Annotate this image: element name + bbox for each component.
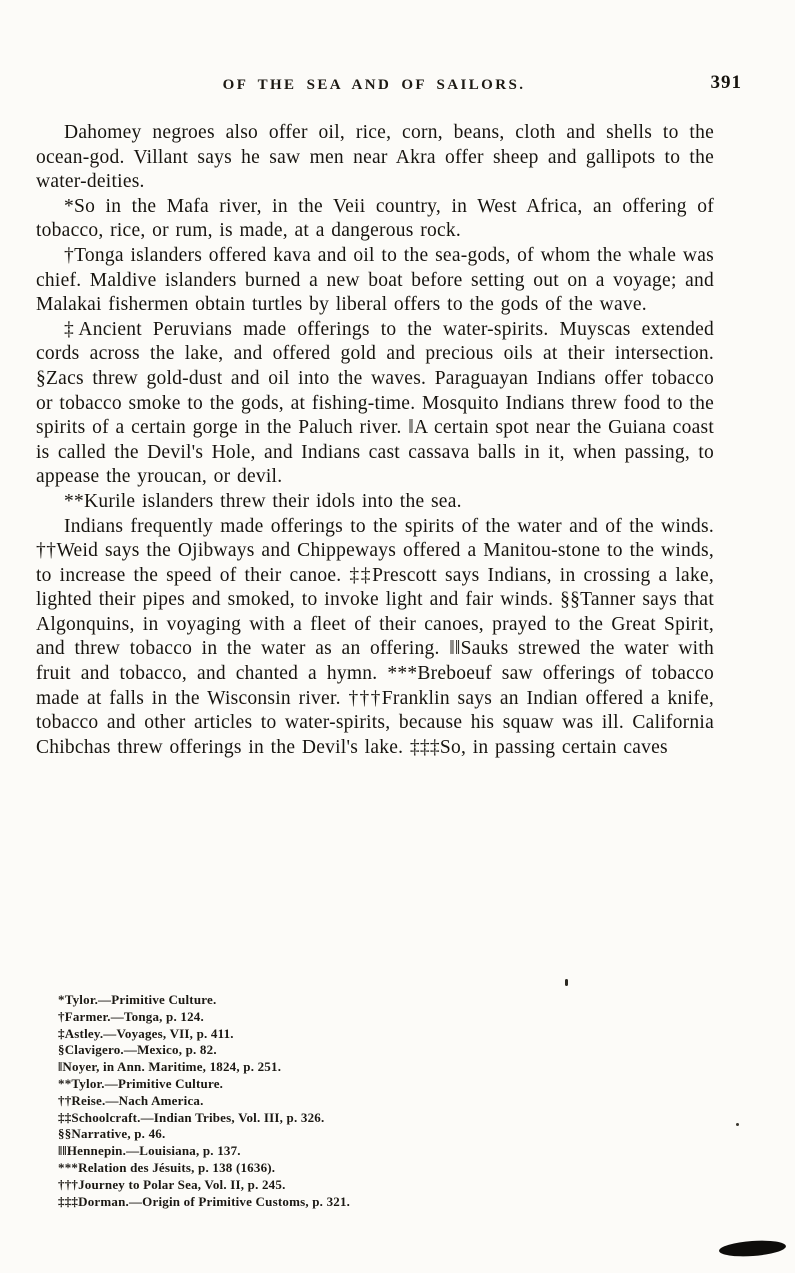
scan-artifact (719, 1239, 787, 1259)
footnote-hennepin: ‖‖Hennepin.—Louisiana, p. 137. (58, 1143, 241, 1159)
paragraph-ancient-peruvians: ‡Ancient Peruvians made offerings to the water-spirits. Muyscas extended cords across the lake, and offered gold and precious oils at their intersection. §Zacs threw gold-dust and oil into the waves. Paraguayan Indians offer tobacco or tobacco smoke to the gods, at fishing-time. Mosquito Indians threw food to the spirits of a certain gorge in the Paluch river. ‖A certain spot near the Guiana coast is called the Devil's Hole, and Indians cast cassava balls in it, when passing, to appease the yroucan, or devil. (36, 318, 714, 488)
footnote-farmer: †Farmer.—Tonga, p. 124. (58, 1008, 204, 1024)
footnote-relation-jesuits: ***Relation des Jésuits, p. 138 (1636). (58, 1159, 276, 1175)
footnote-clavigero: §Clavigero.—Mexico, p. 82. (58, 1042, 217, 1058)
footnote-polar-sea: †††Journey to Polar Sea, Vol. II, p. 245. (58, 1176, 286, 1192)
paragraph-tonga-islanders: †Tonga islanders offered kava and oil to the sea-gods, of whom the whale was chief. Maldive islanders burned a new boat before setting out on a voyage; and Malakai fishermen obtain turtles by liberal offers to the gods of the wave. (36, 244, 714, 316)
footnote-tylor: *Tylor.—Primitive Culture. (58, 992, 217, 1007)
footnote-dorman: ‡‡‡Dorman.—Origin of Primitive Customs, p. 321. (58, 1193, 351, 1209)
scan-speck (736, 1123, 739, 1126)
footnote-narrative: §§Narrative, p. 46. (58, 1126, 166, 1142)
footnotes-block (58, 992, 698, 1210)
paragraph-indians-offerings: Indians frequently made offerings to the spirits of the water and of the winds. ††Weid says the Ojibways and Chippeways offered a Manitou-stone to the winds, to increase the speed of their canoe. ‡‡Prescott says Indians, in crossing a lake, lighted their pipes and smoked, to invoke light and fair winds. §§Tanner says that Algonquins, in voyaging with a fleet of their canoes, prayed to the Great Spirit, and threw tobacco in the water as an offering. ‖‖Sauks strewed the water with fruit and tobacco, and chanted a hymn. ***Breboeuf saw offerings of tobacco made at falls in the Wisconsin river. †††Franklin says an Indian offered a knife, tobacco and other articles to water-spirits, because his squaw was ill. California Chibchas threw offerings in the Devil's lake. ‡‡‡So, in passing certain caves (36, 515, 714, 758)
paragraph-kurile-islanders: **Kurile islanders threw their idols into the sea. (64, 490, 462, 512)
page-body (36, 121, 714, 760)
paragraph-dahomey: Dahomey negroes also offer oil, rice, corn, beans, cloth and shells to the ocean-god. Villant says he saw men near Akra offer sheep and gallipots to the water-deities. (36, 122, 714, 193)
footnote-astley: ‡Astley.—Voyages, VII, p. 411. (58, 1025, 234, 1041)
footnote-schoolcraft: ‡‡Schoolcraft.—Indian Tribes, Vol. III, p. 326. (58, 1109, 325, 1125)
page-number: 391 (710, 72, 742, 93)
scan-speck (565, 979, 568, 986)
running-title: OF THE SEA AND OF SAILORS. (222, 77, 526, 93)
footnote-noyer: ‖Noyer, in Ann. Maritime, 1824, p. 251. (58, 1059, 282, 1075)
footnote-reise: ††Reise.—Nach America. (58, 1092, 204, 1108)
page-header (36, 76, 712, 94)
footnote-tylor-2: **Tylor.—Primitive Culture. (58, 1075, 224, 1091)
paragraph-mafa-river: *So in the Mafa river, in the Veii country, in West Africa, an offering of tobacco, rice, or rum, is made, at a dangerous rock. (36, 195, 714, 242)
